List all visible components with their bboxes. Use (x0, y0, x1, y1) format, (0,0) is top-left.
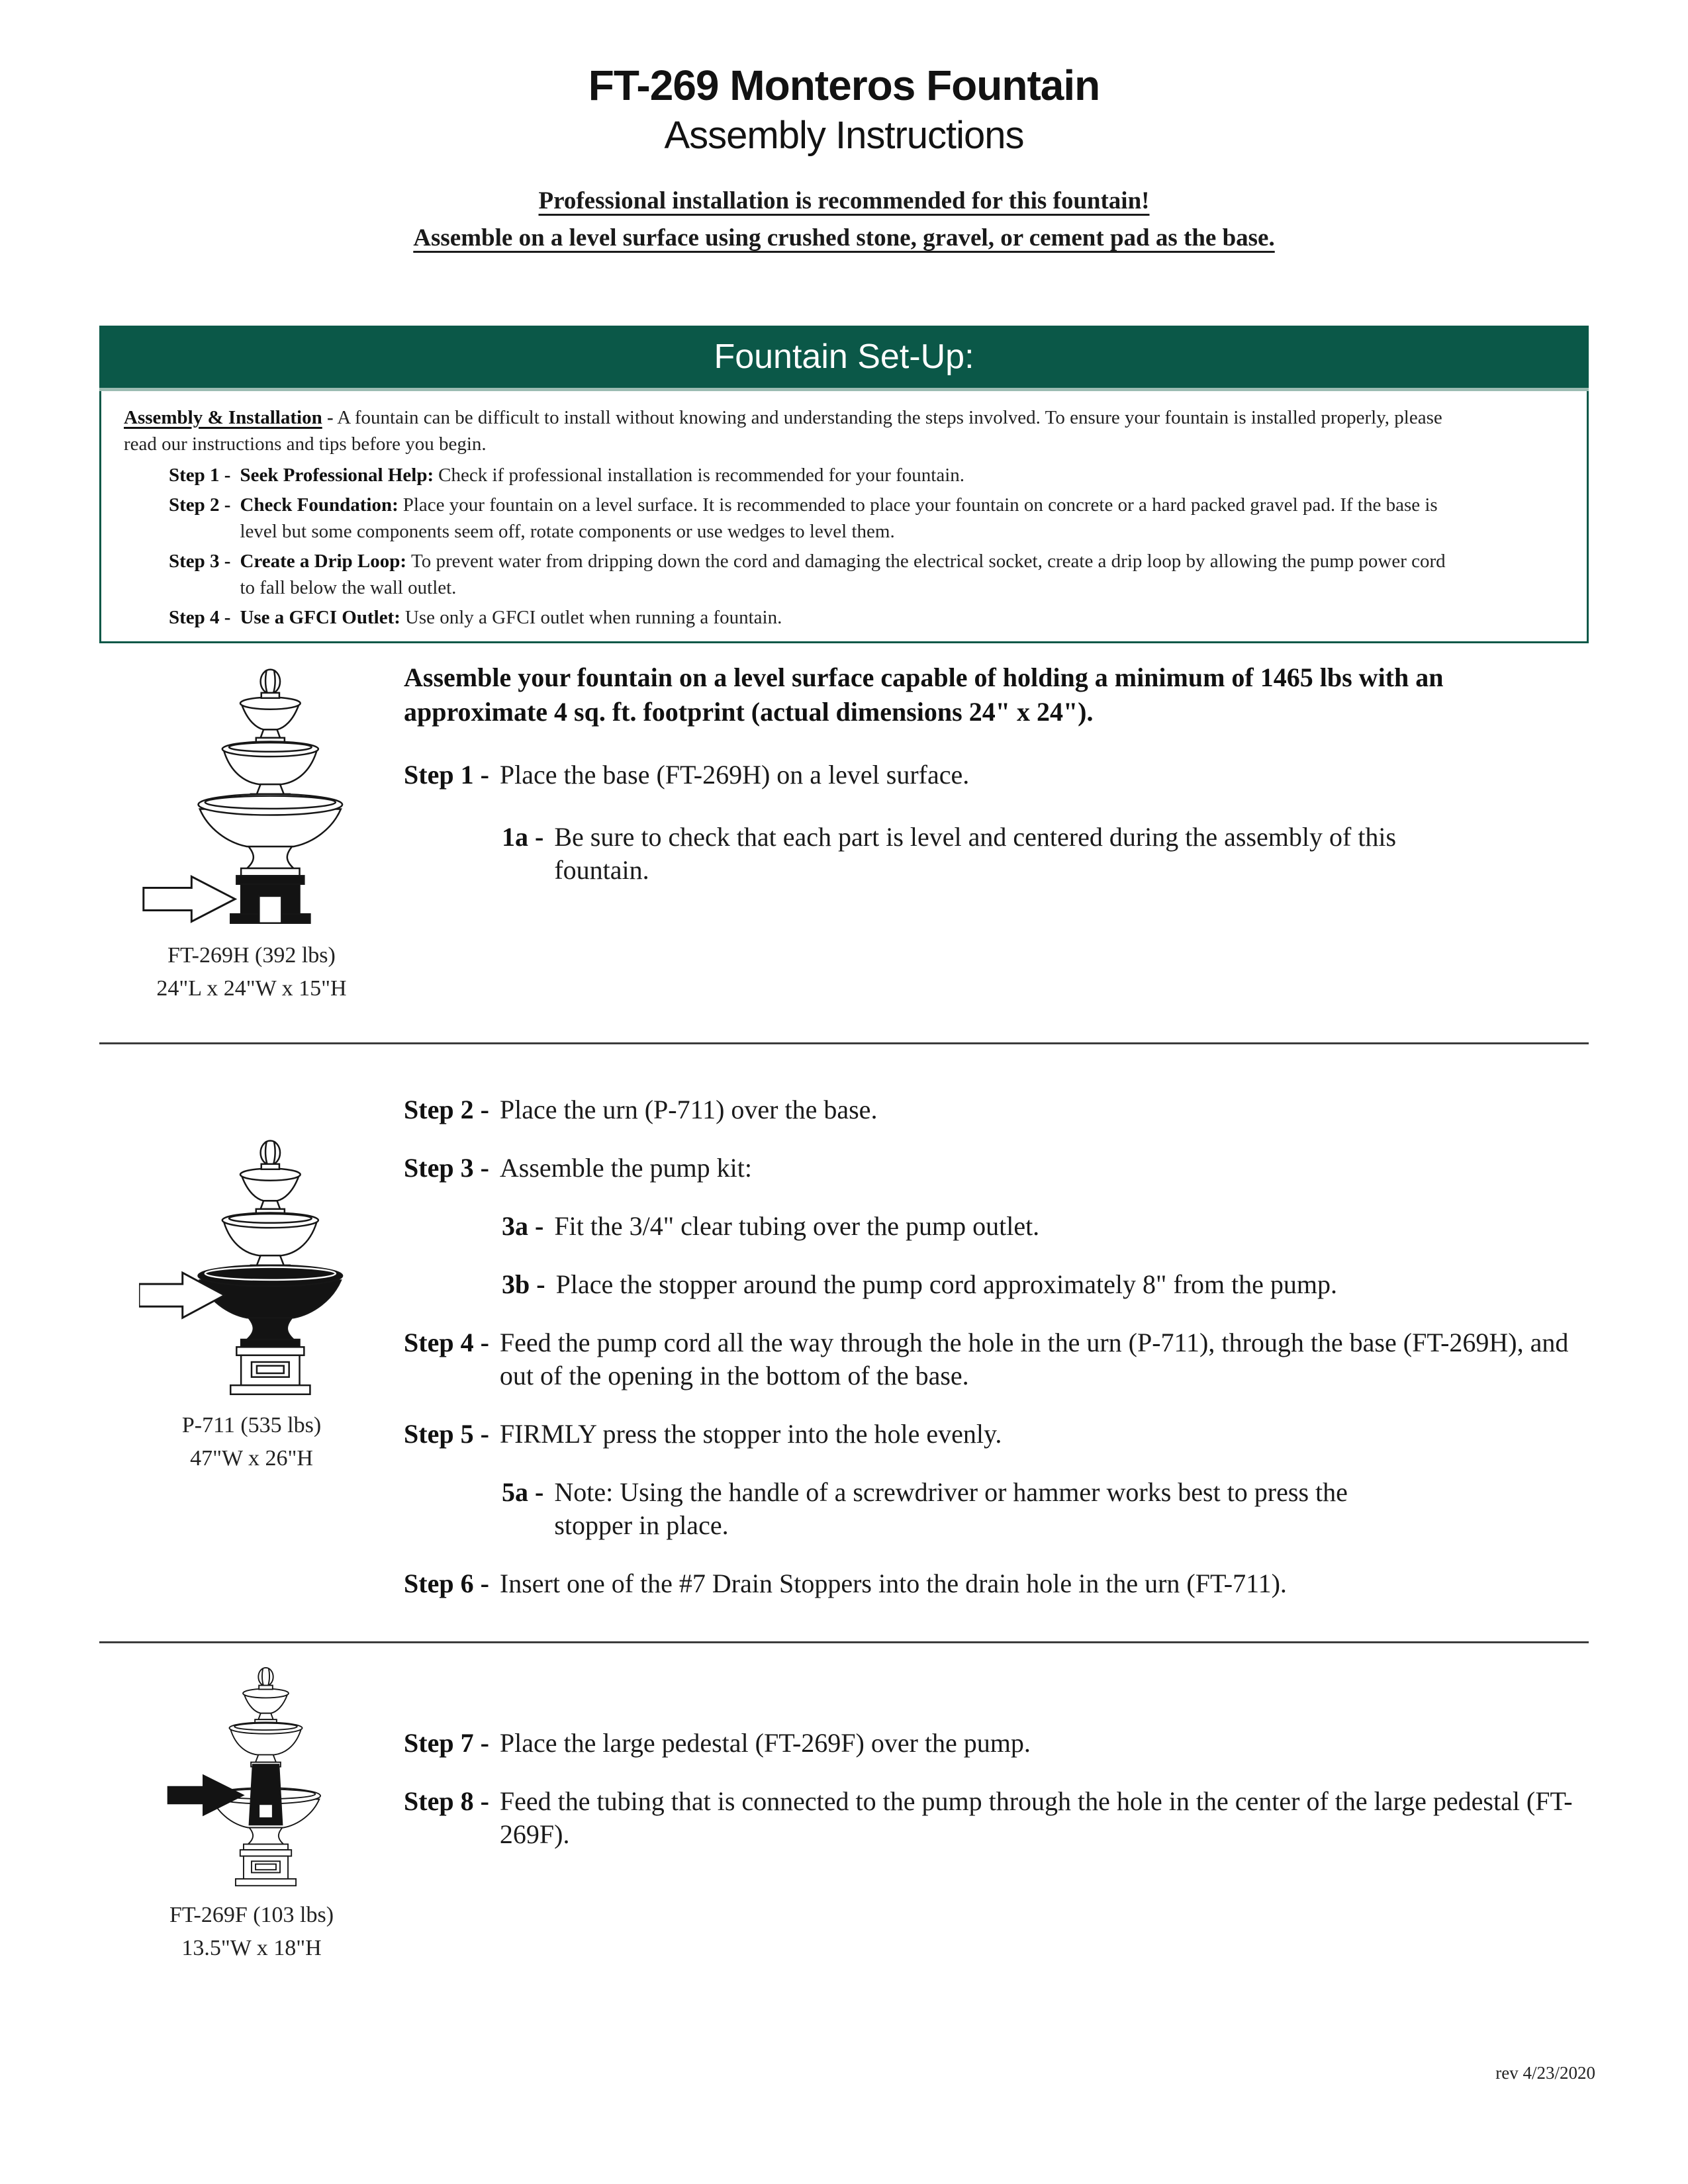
step-text: Note: Using the handle of a screwdriver or hammer works best to press the stopper in place. (554, 1477, 1348, 1540)
text-column-2 (404, 1044, 1589, 1600)
substep-row (502, 1268, 1582, 1301)
setup-instructions-box (99, 391, 1589, 643)
page-subtitle: Assembly Instructions (664, 114, 1024, 157)
setup-step-list (124, 462, 1566, 631)
setup-header-bar (99, 326, 1589, 391)
step-label: 5a - (502, 1477, 544, 1507)
fountain-urn-illustration (139, 1137, 364, 1396)
figure-caption-2 (182, 1409, 321, 1475)
step-row (404, 758, 1582, 792)
step-label: Step 1 - (404, 760, 489, 790)
step-text: Place the large pedestal (FT-269F) over the pump. (499, 1728, 1031, 1758)
step-row (404, 1418, 1582, 1451)
step-text: To prevent water from dripping down the cord and damaging the electrical socket, create a drip loop by allowing the pump power cord to fall below the wall outlet. (240, 551, 1446, 598)
figure-caption-3 (169, 1899, 334, 1965)
step-row (404, 1152, 1582, 1185)
step-text: Use only a GFCI outlet when running a fountain. (404, 607, 782, 628)
step-label: Step 7 - (404, 1728, 489, 1758)
part-dimensions: 47"W x 26"H (190, 1446, 313, 1471)
notice-line-2 (99, 220, 1589, 257)
step-text: Place the urn (P-711) over the base. (499, 1095, 878, 1124)
setup-intro (124, 404, 1454, 457)
setup-step-4 (169, 604, 1566, 631)
step-label: 3b - (502, 1269, 545, 1299)
step-label: Step 3 - (169, 551, 231, 572)
part-number: FT-269F (103 lbs) (169, 1903, 334, 1927)
step-label: Step 2 - (404, 1095, 489, 1124)
substep-row (502, 1476, 1582, 1542)
arrow-right-outline-icon (144, 876, 235, 921)
step-row (404, 1567, 1582, 1600)
step-label: Step 1 - (169, 465, 231, 486)
part-number: P-711 (535 lbs) (181, 1413, 322, 1437)
fountain-base-illustration (139, 666, 364, 925)
setup-intro-separator: - (326, 407, 334, 428)
fountain-pedestal-illustration (166, 1663, 337, 1887)
setup-step-3 (169, 548, 1566, 601)
step-body (240, 492, 1464, 545)
setup-intro-label: Assembly & Installation (124, 407, 322, 428)
substep-row (502, 821, 1582, 887)
step-heading: Check Foundation: (240, 494, 399, 516)
step-text: Place the base (FT-269H) on a level surface. (499, 760, 970, 790)
step-text: Feed the tubing that is connected to the pump through the hole in the center of the large pedestal (FT-269F). (499, 1786, 1573, 1849)
setup-step-2 (169, 492, 1566, 545)
substep-row (502, 1210, 1582, 1243)
figure-column-2 (99, 1044, 404, 1600)
step-label: Step 4 - (404, 1328, 489, 1357)
section-urn-and-pump (99, 1044, 1589, 1600)
step-row (404, 1727, 1582, 1760)
step-label: Step 3 - (404, 1153, 489, 1183)
step-heading: Use a GFCI Outlet: (240, 607, 400, 628)
revision-date: rev 4/23/2020 (1495, 2063, 1595, 2083)
step-label: Step 4 - (169, 607, 231, 628)
text-column-3 (404, 1643, 1589, 1965)
section-large-pedestal (99, 1643, 1589, 1965)
step-label: Step 6 - (404, 1569, 489, 1598)
notice-line-1 (99, 183, 1589, 220)
setup-step-1 (169, 462, 1566, 488)
step-row (404, 1785, 1582, 1851)
setup-header-title: Fountain Set-Up: (714, 338, 974, 376)
step-body (240, 548, 1464, 601)
step-label: Step 2 - (169, 494, 231, 516)
figure-column-3 (99, 1643, 404, 1965)
step-text: Insert one of the #7 Drain Stoppers into the drain hole in the urn (FT-711). (499, 1569, 1287, 1598)
step-label: Step 8 - (404, 1786, 489, 1816)
step-text: FIRMLY press the stopper into the hole evenly. (499, 1419, 1002, 1449)
step-row (404, 1326, 1582, 1392)
step-body (240, 604, 782, 631)
part-dimensions: 13.5"W x 18"H (181, 1936, 322, 1960)
step-text: Check if professional installation is recommended for your fountain. (438, 465, 965, 486)
step-text: Place your fountain on a level surface. It is recommended to place your fountain on concrete or a hard packed gravel pad. If the base is level but some components seem off, rotate components or use wedges to level them. (240, 494, 1438, 542)
step-label: 1a - (502, 822, 544, 852)
figure-column-1 (99, 660, 404, 1005)
step-text: Assemble the pump kit: (499, 1153, 752, 1183)
section-base-assembly (99, 660, 1589, 1005)
section1-intro: Assemble your fountain on a level surface capable of holding a minimum of 1465 lbs with an approximate 4 sq. ft. footprint (actual dimensions 24" x 24"). (404, 662, 1444, 727)
step-text: Place the stopper around the pump cord approximately 8" from the pump. (555, 1269, 1338, 1299)
step-text: Fit the 3/4" clear tubing over the pump outlet. (554, 1211, 1040, 1241)
step-heading: Create a Drip Loop: (240, 551, 407, 572)
step-heading: Seek Professional Help: (240, 465, 434, 486)
step-label: 3a - (502, 1211, 544, 1241)
figure-caption-1 (156, 939, 346, 1005)
step-row (404, 1093, 1582, 1126)
notice-text-2: Assemble on a level surface using crushed stone, gravel, or cement pad as the base. (413, 224, 1275, 251)
step-text: Feed the pump cord all the way through the hole in the urn (P-711), through the base (FT-269H), and out of the opening in the bottom of the base. (499, 1328, 1569, 1390)
part-number: FT-269H (392 lbs) (167, 943, 336, 968)
page-title: FT-269 Monteros Fountain (588, 62, 1100, 109)
step-body (240, 462, 964, 488)
part-dimensions: 24"L x 24"W x 15"H (156, 976, 347, 1001)
text-column-1 (404, 660, 1589, 1005)
step-label: Step 5 - (404, 1419, 489, 1449)
setup-intro-text: A fountain can be difficult to install without knowing and understanding the steps involved. To ensure your fountain is installed properly, please read our instructions and tips before you begin. (124, 407, 1442, 455)
notice-text-1: Professional installation is recommended for this fountain! (538, 187, 1150, 214)
step-text: Be sure to check that each part is level and centered during the assembly of this fountain. (554, 822, 1397, 885)
